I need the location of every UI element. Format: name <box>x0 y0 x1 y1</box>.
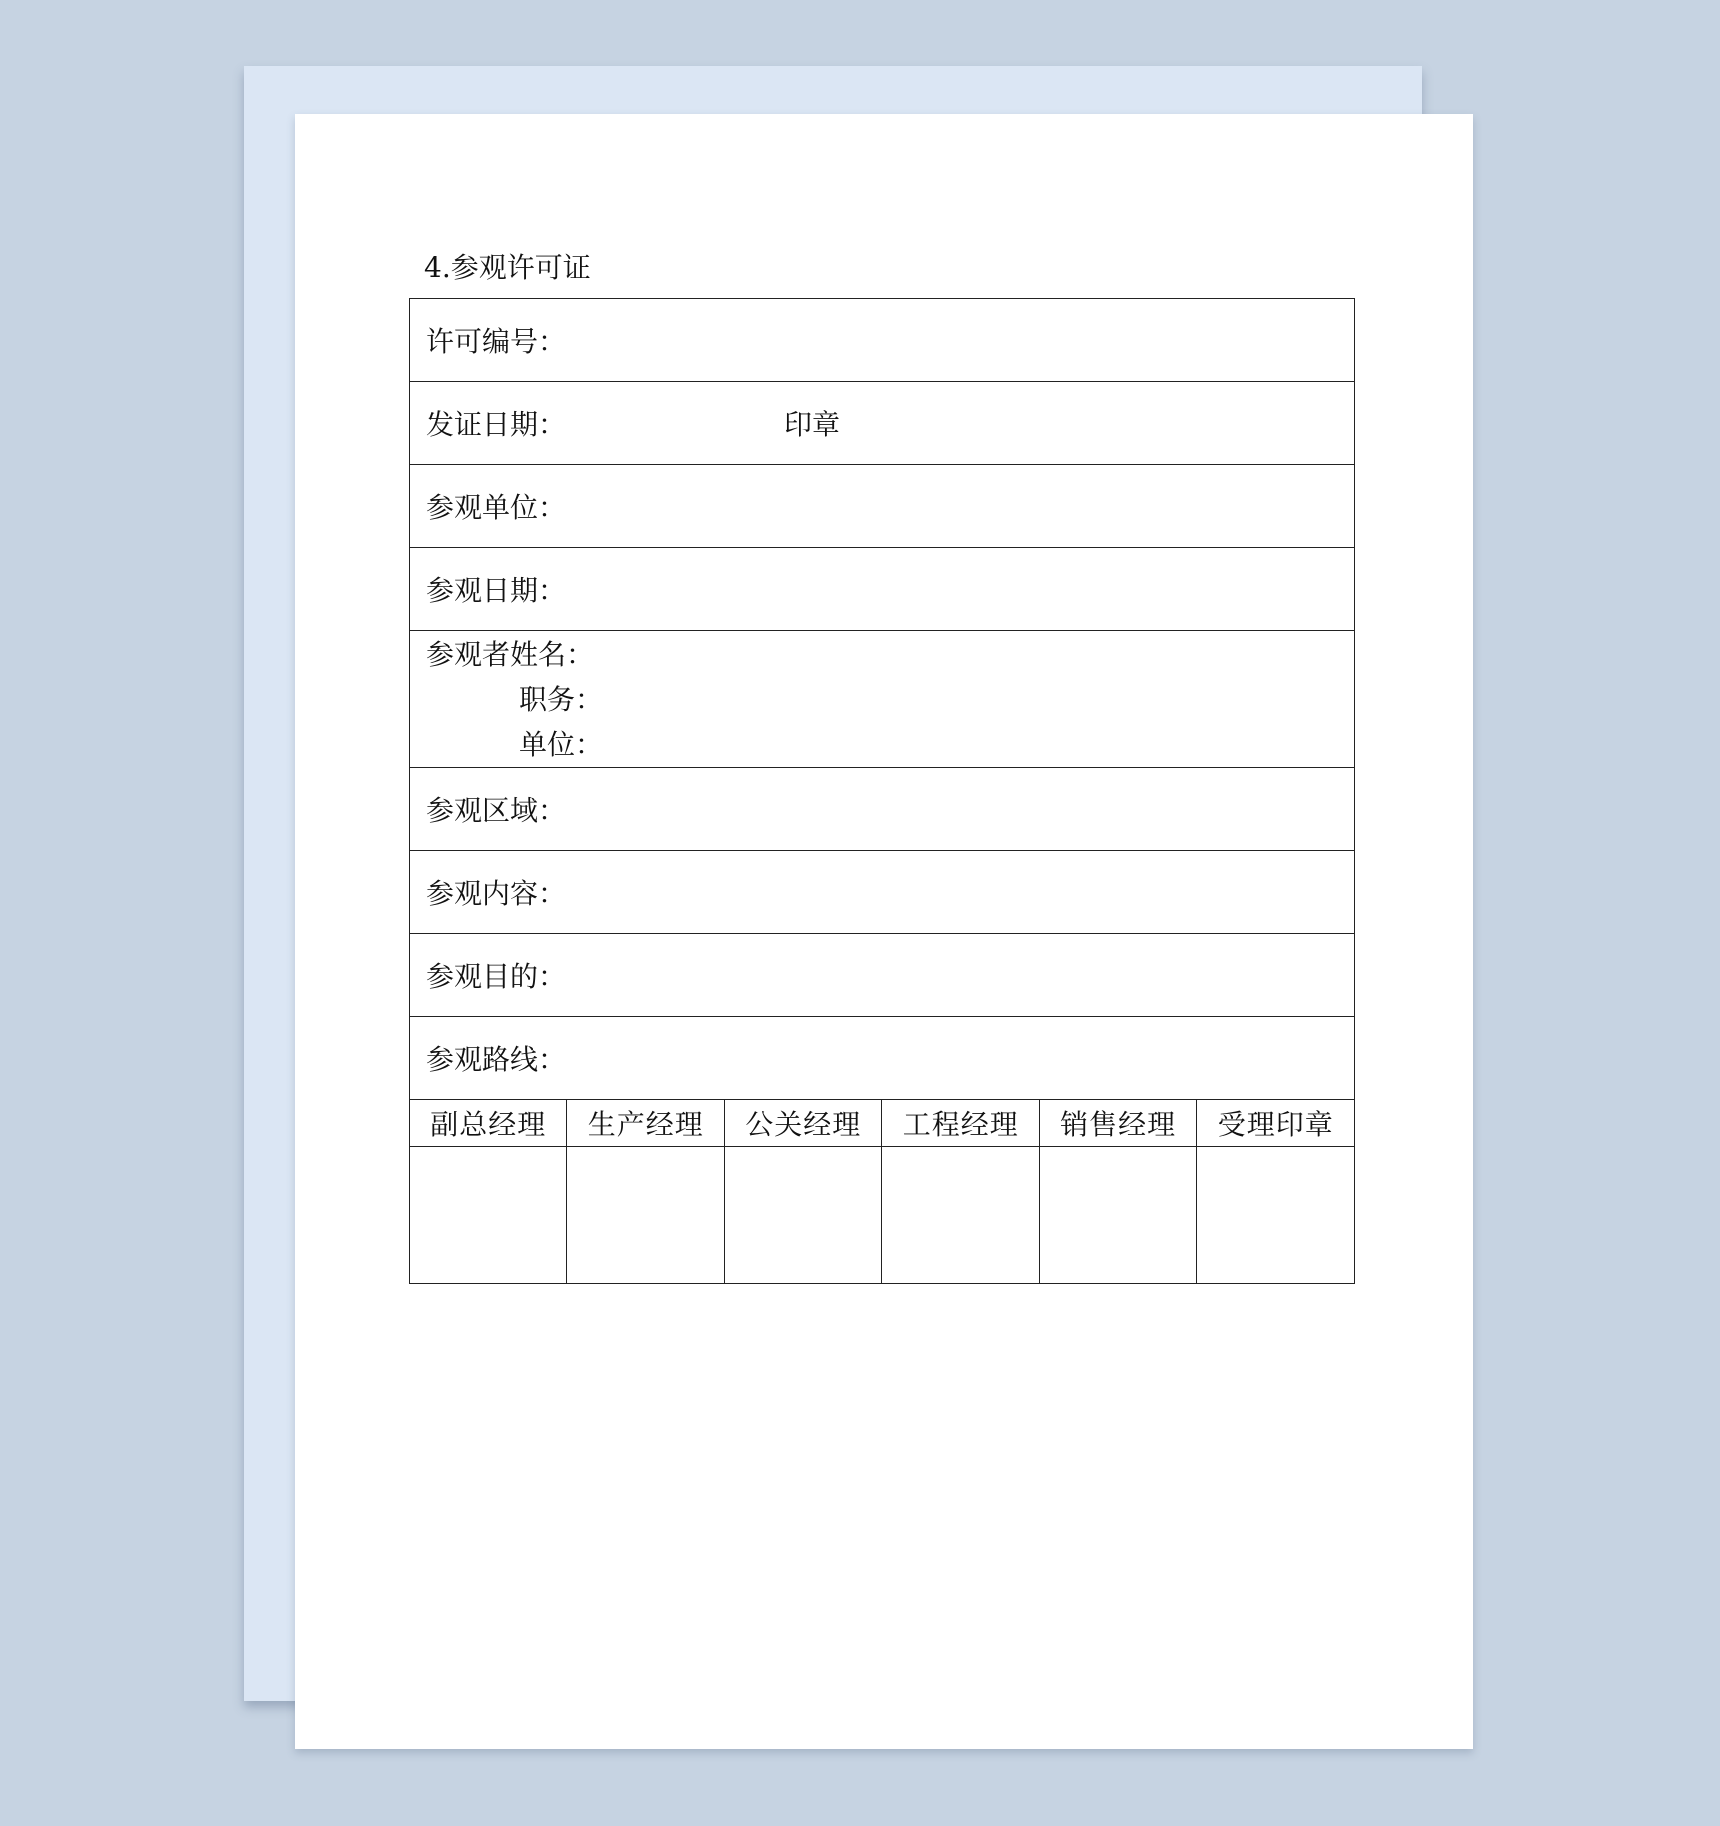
signature-cell-deputy-gm[interactable] <box>410 1147 567 1284</box>
header-sales-manager: 销售经理 <box>1039 1100 1196 1147</box>
table-row <box>410 768 1355 851</box>
visit-route-label: 参观路线： <box>426 1043 567 1076</box>
unit-label: 单位： <box>519 727 604 761</box>
header-deputy-gm: 副总经理 <box>410 1100 567 1147</box>
permit-form-table <box>409 298 1355 1284</box>
permit-number-label: 许可编号： <box>426 325 567 358</box>
visit-purpose-cell[interactable] <box>410 934 1355 1017</box>
table-row <box>410 465 1355 548</box>
header-production-manager: 生产经理 <box>567 1100 724 1147</box>
signature-cell-acceptance-seal[interactable] <box>1197 1147 1355 1284</box>
signature-header-row <box>410 1100 1355 1147</box>
header-pr-manager: 公关经理 <box>724 1100 881 1147</box>
visit-purpose-label: 参观目的： <box>426 960 567 993</box>
table-row <box>410 382 1355 465</box>
seal-label: 印章 <box>784 408 841 441</box>
visit-unit-label: 参观单位： <box>426 491 567 524</box>
document-title: 4.参观许可证 <box>424 251 591 284</box>
visit-area-label: 参观区域： <box>426 794 567 827</box>
signature-cell-sales-manager[interactable] <box>1039 1147 1196 1284</box>
table-row <box>410 631 1355 768</box>
visit-date-cell[interactable] <box>410 548 1355 631</box>
visit-content-label: 参观内容： <box>426 877 567 910</box>
visit-area-cell[interactable] <box>410 768 1355 851</box>
permit-number-cell[interactable] <box>410 299 1355 382</box>
signature-row <box>410 1147 1355 1284</box>
header-engineering-manager: 工程经理 <box>882 1100 1039 1147</box>
visit-unit-cell[interactable] <box>410 465 1355 548</box>
signature-cell-engineering-manager[interactable] <box>882 1147 1039 1284</box>
document-page <box>295 114 1473 1749</box>
signature-cell-pr-manager[interactable] <box>724 1147 881 1284</box>
table-row <box>410 934 1355 1017</box>
visit-date-label: 参观日期： <box>426 574 567 607</box>
header-acceptance-seal: 受理印章 <box>1197 1100 1355 1147</box>
issue-date-label: 发证日期： <box>426 408 567 441</box>
issue-date-cell[interactable] <box>410 382 1355 465</box>
table-row <box>410 1017 1355 1100</box>
signature-cell-production-manager[interactable] <box>567 1147 724 1284</box>
visitor-info-cell[interactable] <box>410 631 1355 768</box>
table-row <box>410 548 1355 631</box>
table-row <box>410 299 1355 382</box>
visit-route-cell[interactable] <box>410 1017 1355 1100</box>
table-row <box>410 851 1355 934</box>
visit-content-cell[interactable] <box>410 851 1355 934</box>
visitor-name-label: 参观者姓名： <box>426 637 595 671</box>
position-label: 职务： <box>519 682 604 716</box>
